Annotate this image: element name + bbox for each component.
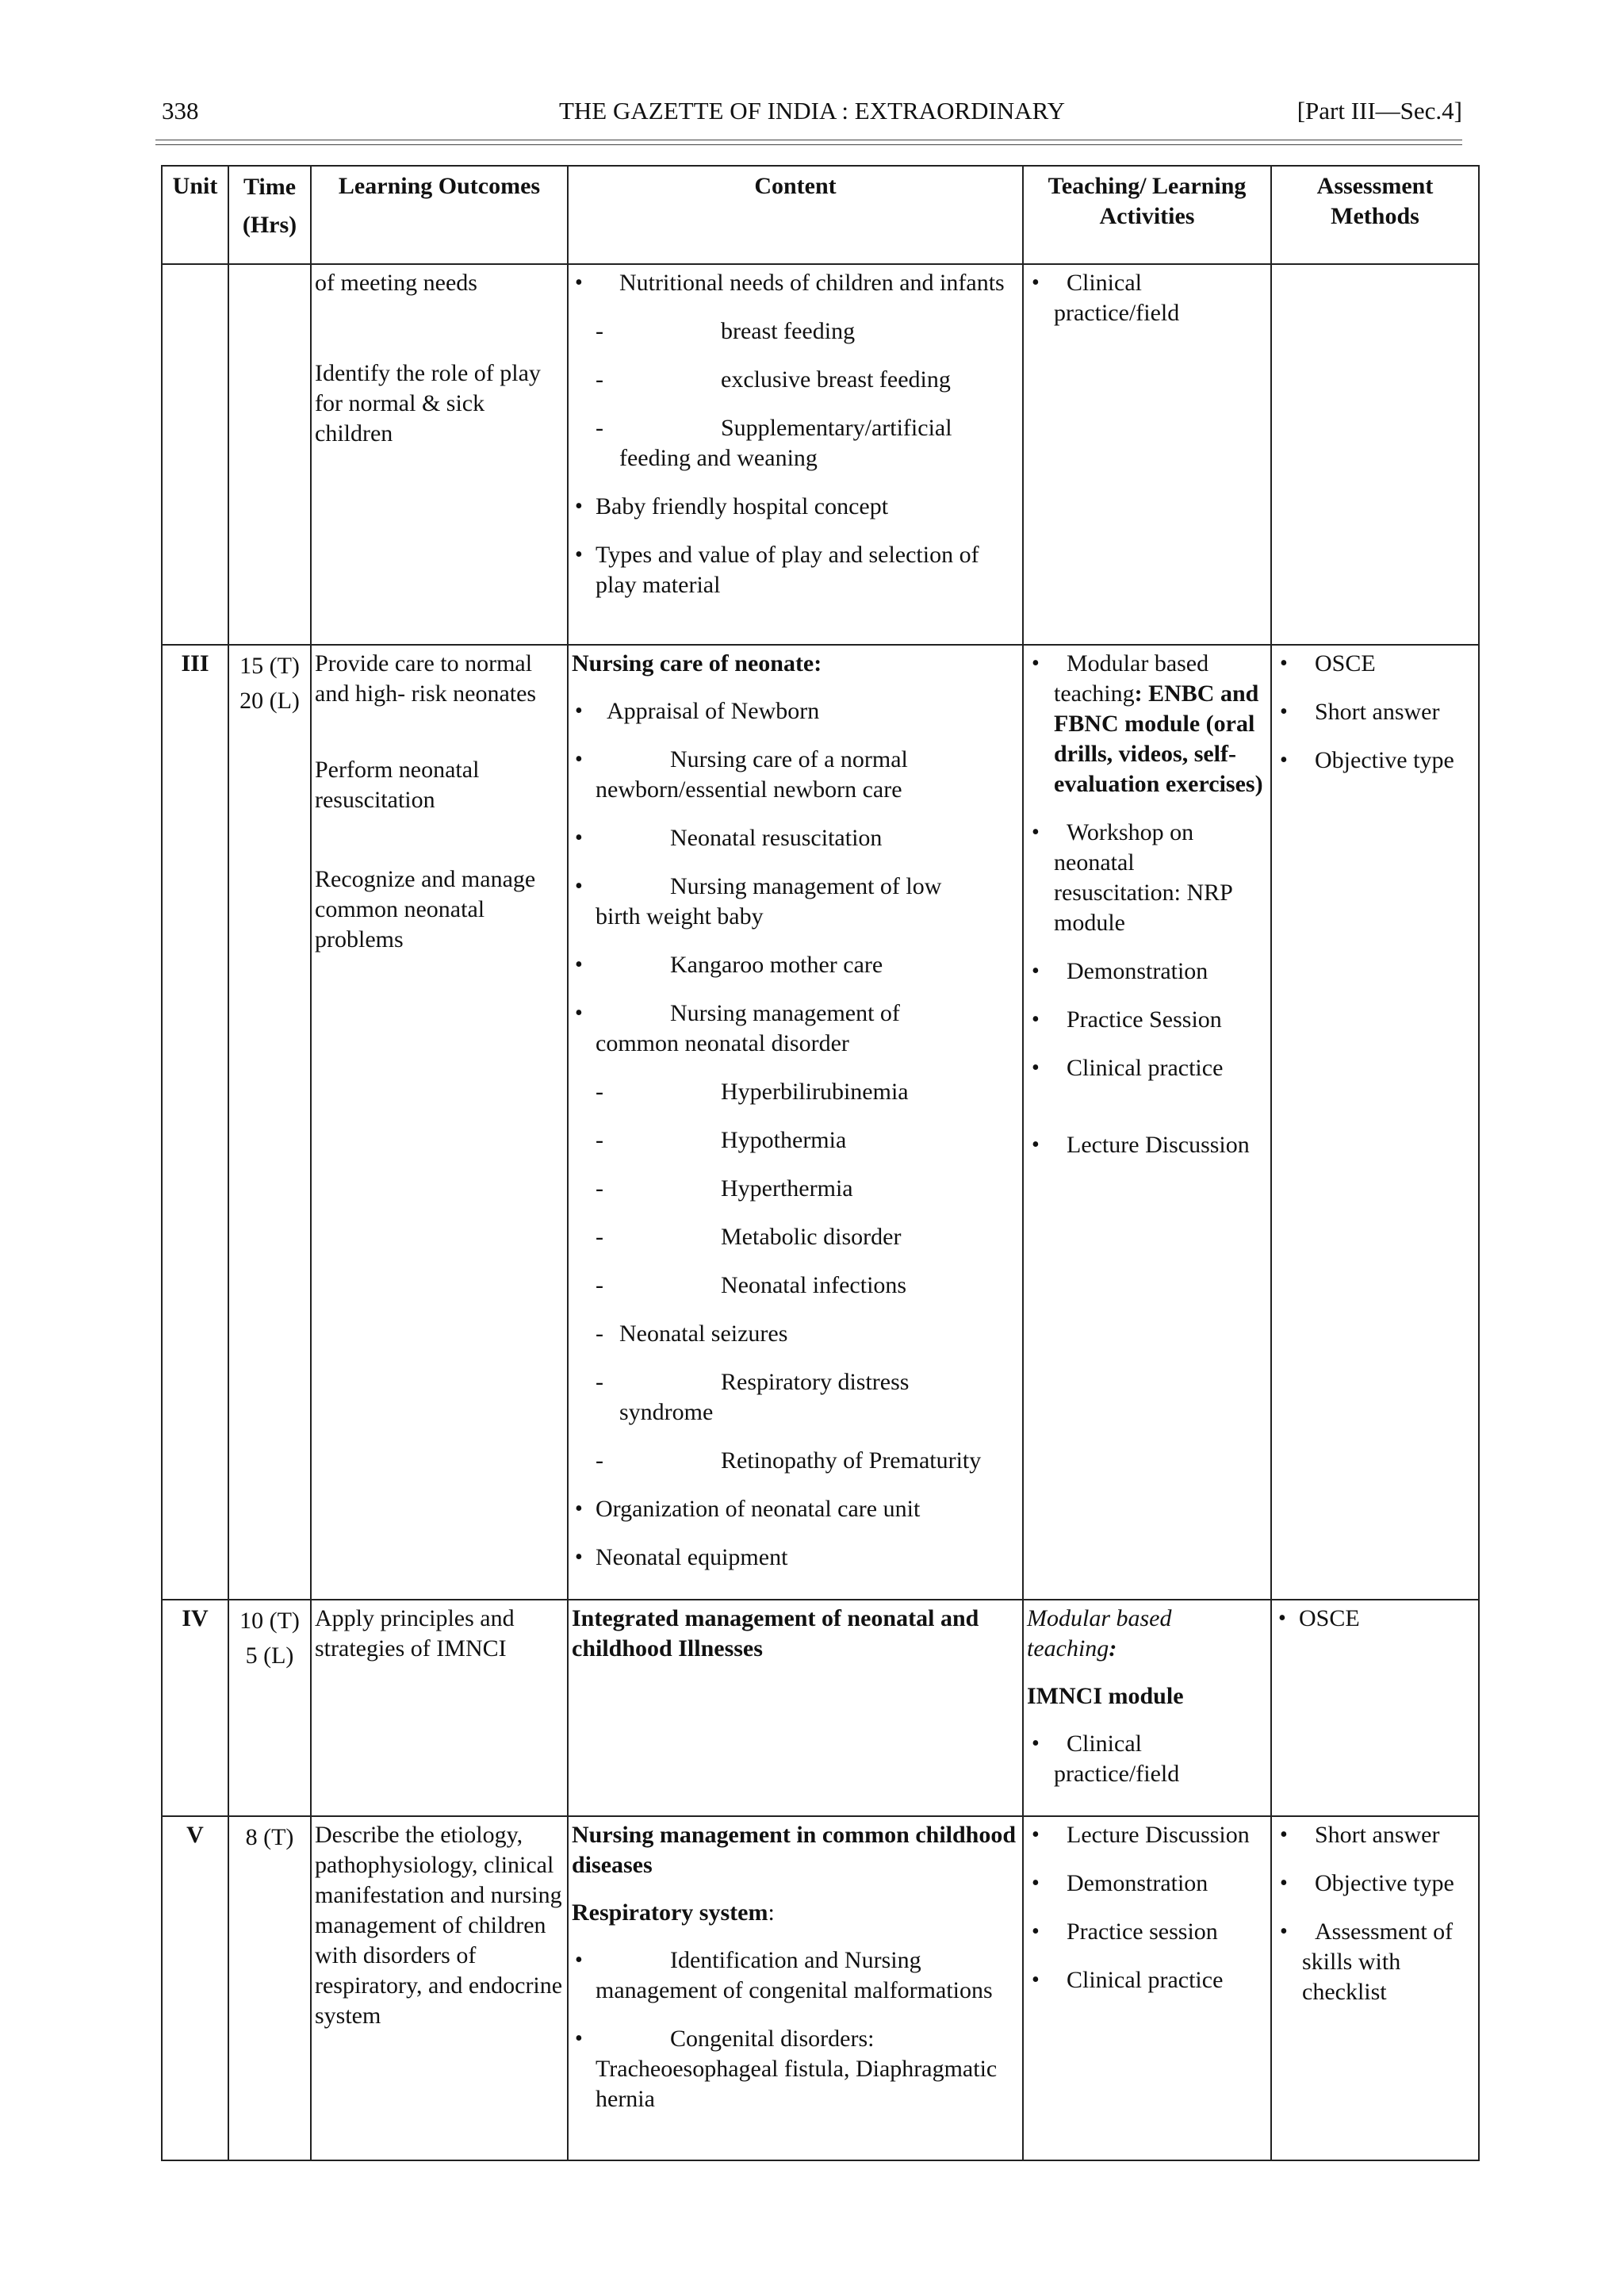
table-row: [162, 264, 1479, 645]
time-lab: 20 (L): [239, 688, 300, 714]
content-subitem: - Hyperthermia: [572, 1174, 1019, 1204]
content-bullet: • Nutritional needs of children and infants: [572, 268, 1019, 298]
assessment-cell: [1271, 1816, 1479, 2160]
content-subitem: - Supplementary/artificial feeding and weaning: [572, 413, 1019, 473]
teaching-cell: [1023, 1600, 1271, 1816]
teaching-modality: Modular based teaching:: [1027, 1605, 1172, 1662]
content-heading: Integrated management of neonatal and childhood Illnesses: [572, 1605, 979, 1662]
col-header-time-label: Time: [243, 174, 297, 200]
content-bullet: • Identification and Nursing management of congenital malformations: [572, 1945, 1019, 2006]
assessment-item: • OSCE: [1275, 649, 1475, 679]
col-header-teaching: Teaching/ Learning Activities: [1023, 166, 1271, 264]
content-bullet: • Baby friendly hospital concept: [572, 492, 1019, 522]
assessment-item: • Assessment of skills with checklist: [1275, 1917, 1475, 2007]
teaching-item: • Demonstration: [1027, 956, 1267, 987]
teaching-item: • Clinical practice/field: [1027, 268, 1267, 328]
time-theory: 15 (T): [239, 653, 300, 679]
time-theory: 8 (T): [245, 1824, 294, 1850]
content-bullet: • Nursing care of a normal newborn/essential newborn care: [572, 745, 1019, 805]
teaching-item: • Clinical practice/field: [1027, 1729, 1267, 1789]
learning-outcomes-cell: Apply principles and strategies of IMNCI: [311, 1600, 568, 1816]
teaching-item: • Modular based teaching: ENBC and FBNC module (oral drills, videos, self-evaluation exercises): [1027, 649, 1267, 799]
assessment-item: • Objective type: [1275, 1869, 1475, 1899]
content-cell: [568, 1600, 1023, 1816]
teaching-item: • Workshop on neonatal resuscitation: NRP module: [1027, 818, 1267, 938]
learning-outcomes-cell: [311, 264, 568, 645]
learning-outcomes-cell: Describe the etiology, pathophysiology, clinical manifestation and nursing management of children with disorders of respiratory, and endocrine system: [311, 1816, 568, 2160]
gazette-title: THE GAZETTE OF INDIA : EXTRAORDINARY: [558, 97, 1066, 125]
content-subitem: - exclusive breast feeding: [572, 365, 1019, 395]
assessment-item: • Short answer: [1275, 697, 1475, 727]
learning-outcome: Recognize and manage common neonatal problems: [315, 866, 536, 953]
content-heading: Nursing management in common childhood diseases: [572, 1822, 1017, 1878]
teaching-item: • Lecture Discussion: [1027, 1820, 1267, 1850]
time-cell: [228, 264, 311, 645]
teaching-item: • Demonstration: [1027, 1869, 1267, 1899]
teaching-module: IMNCI module: [1027, 1683, 1184, 1709]
content-heading: Nursing care of neonate:: [572, 650, 822, 677]
time-cell: [228, 1600, 311, 1816]
teaching-cell: [1023, 264, 1271, 645]
content-subitem: - Neonatal seizures: [572, 1319, 1019, 1349]
learning-outcomes-cell: [311, 645, 568, 1600]
content-subitem: - Respiratory distress syndrome: [572, 1367, 1019, 1428]
content-bullet: • Nursing management of common neonatal disorder: [572, 999, 1019, 1059]
content-subitem: - Hypothermia: [572, 1125, 1019, 1156]
spacer: [1027, 1102, 1267, 1130]
col-header-time-unit: (Hrs): [242, 212, 297, 238]
assessment-item: • Short answer: [1275, 1820, 1475, 1850]
teaching-cell: [1023, 1816, 1271, 2160]
assessment-cell: [1271, 1600, 1479, 1816]
content-subitem: - Hyperbilirubinemia: [572, 1077, 1019, 1107]
assessment-item: • Objective type: [1275, 746, 1475, 776]
header-rule-bottom: [155, 144, 1462, 145]
page-header: [162, 97, 1462, 132]
learning-outcome: Identify the role of play for normal & sick children: [315, 360, 541, 447]
col-header-assessment: Assessment Methods: [1271, 166, 1479, 264]
table-header-row: [162, 166, 1479, 264]
content-bullet: • Neonatal resuscitation: [572, 823, 1019, 853]
teaching-item: • Practice Session: [1027, 1005, 1267, 1035]
content-cell: [568, 645, 1023, 1600]
page-number: 338: [162, 97, 199, 125]
content-bullet: • Types and value of play and selection of play material: [572, 540, 1019, 600]
syllabus-table: [161, 165, 1480, 2161]
unit-cell: III: [162, 645, 228, 1600]
col-header-content: Content: [568, 166, 1023, 264]
assessment-cell: [1271, 264, 1479, 645]
table-row: [162, 645, 1479, 1600]
col-header-unit: Unit: [162, 166, 228, 264]
teaching-cell: [1023, 645, 1271, 1600]
col-header-learning-outcomes: Learning Outcomes: [311, 166, 568, 264]
time-lab: 5 (L): [245, 1642, 294, 1669]
unit-cell: IV: [162, 1600, 228, 1816]
content-subitem: - Metabolic disorder: [572, 1222, 1019, 1252]
content-subitem: - breast feeding: [572, 316, 1019, 347]
content-bullet: • Nursing management of low birth weight baby: [572, 872, 1019, 932]
learning-outcome: of meeting needs: [315, 270, 477, 296]
teaching-item: • Lecture Discussion: [1027, 1130, 1267, 1160]
teaching-item: • Clinical practice: [1027, 1053, 1267, 1083]
content-subitem: - Neonatal infections: [572, 1271, 1019, 1301]
content-cell: [568, 264, 1023, 645]
content-bullet: • Organization of neonatal care unit: [572, 1494, 1019, 1524]
content-bullet: • Congenital disorders: Tracheoesophageal fistula, Diaphragmatic hernia: [572, 2024, 1019, 2114]
assessment-item: • OSCE: [1275, 1604, 1475, 1634]
unit-cell: V: [162, 1816, 228, 2160]
content-bullet: • Neonatal equipment: [572, 1543, 1019, 1573]
table-row: [162, 1816, 1479, 2160]
time-theory: 10 (T): [239, 1608, 300, 1634]
content-subheading: Respiratory system:: [572, 1899, 775, 1926]
time-cell: [228, 645, 311, 1600]
col-header-time: [228, 166, 311, 264]
teaching-item: • Practice session: [1027, 1917, 1267, 1947]
learning-outcome: Perform neonatal resuscitation: [315, 757, 480, 813]
assessment-cell: [1271, 645, 1479, 1600]
time-cell: [228, 1816, 311, 2160]
teaching-item: • Clinical practice: [1027, 1965, 1267, 1995]
section-label: [Part III—Sec.4]: [1297, 97, 1462, 125]
content-bullet: • Kangaroo mother care: [572, 950, 1019, 980]
learning-outcome: Provide care to normal and high- risk neonates: [315, 650, 537, 707]
content-subitem: - Retinopathy of Prematurity: [572, 1446, 1019, 1476]
unit-cell: [162, 264, 228, 645]
table-row: [162, 1600, 1479, 1816]
content-cell: [568, 1816, 1023, 2160]
content-bullet: • Appraisal of Newborn: [572, 696, 1019, 726]
